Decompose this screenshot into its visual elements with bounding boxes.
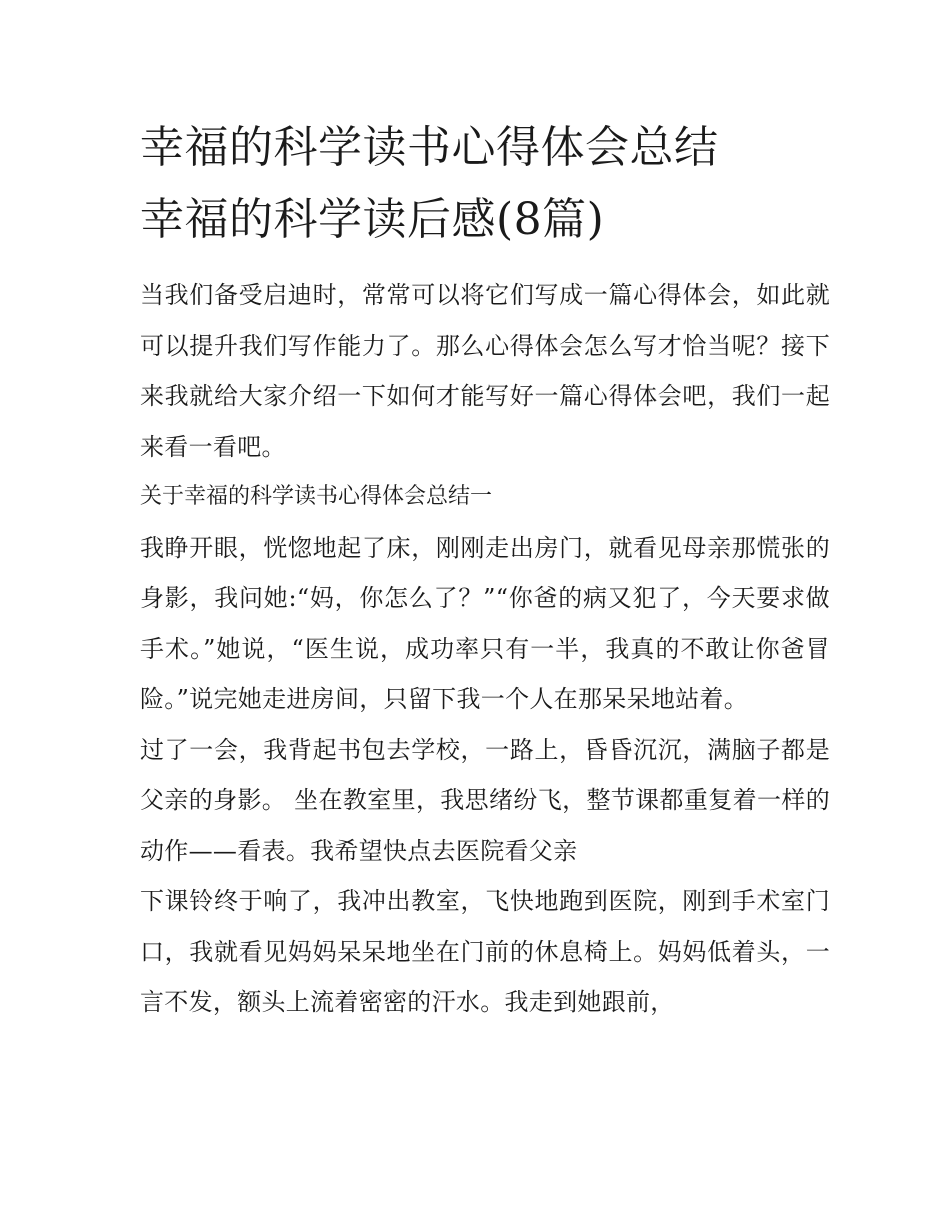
section-heading: 关于幸福的科学读书心得体会总结一 [140, 484, 493, 509]
body-paragraph-1: 我睁开眼，恍惚地起了床，刚刚走出房门，就看见母亲那慌张的身影，我问她:“妈，你怎么了？”“你爸的病又犯了，今天要求做手术。”她说，“医生说，成功率只有一半，我真的不敢让你爸冒险。”说完她走进房间，只留下我一个人在那呆呆地站着。 [140, 533, 830, 713]
document-title [140, 112, 830, 256]
body-paragraph-3: 下课铃终于响了，我冲出教室，飞快地跑到医院，刚到手术室门口，我就看见妈妈呆呆地坐在门前的休息椅上。妈妈低着头，一言不发，额头上流着密密的汗水。我走到她跟前， [140, 887, 830, 1016]
document-page [140, 112, 830, 1028]
intro-paragraph: 当我们备受启迪时，常常可以将它们写成一篇心得体会，如此就可以提升我们写作能力了。那么心得体会怎么写才恰当呢？接下来我就给大家介绍一下如何才能写好一篇心得体会吧，我们一起来看一看吧。 [140, 281, 830, 461]
title-line-2: 幸福的科学读后感(8篇) [140, 194, 605, 245]
title-line-1: 幸福的科学读书心得体会总结 [140, 122, 719, 173]
body-paragraph-2: 过了一会，我背起书包去学校，一路上，昏昏沉沉，满脑子都是父亲的身影。 坐在教室里，我思绪纷飞，整节课都重复着一样的动作——看表。我希望快点去医院看父亲 [140, 735, 830, 865]
